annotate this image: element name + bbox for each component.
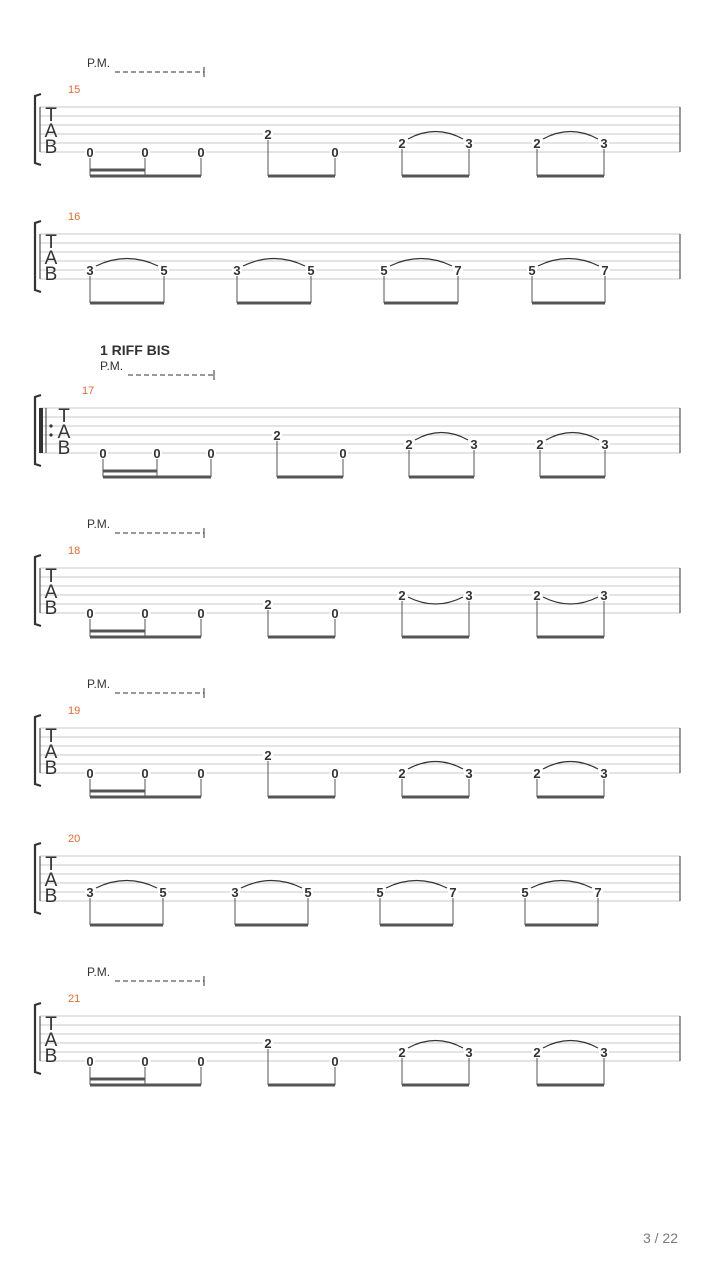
fret-number: 5 bbox=[304, 885, 312, 900]
measure-number: 15 bbox=[68, 84, 81, 96]
measure-number: 19 bbox=[68, 705, 81, 717]
measure-number: 16 bbox=[68, 211, 81, 223]
tab-clef-letter: A bbox=[44, 121, 58, 142]
measure-number: 21 bbox=[68, 993, 81, 1005]
slur bbox=[390, 259, 452, 267]
tab-clef-letter: T bbox=[45, 726, 57, 747]
fret-number: 3 bbox=[470, 437, 478, 452]
fret-number: 2 bbox=[533, 1045, 541, 1060]
fret-number: 2 bbox=[398, 766, 406, 781]
fret-number: 3 bbox=[465, 766, 473, 781]
fret-number: 0 bbox=[153, 446, 161, 461]
fret-number: 2 bbox=[264, 748, 272, 763]
palm-mute-label: P.M. bbox=[100, 359, 124, 373]
fret-number: 0 bbox=[197, 606, 205, 621]
fret-number: 2 bbox=[536, 437, 544, 452]
slur bbox=[531, 881, 592, 889]
tab-clef-letter: B bbox=[44, 1046, 58, 1067]
tab-clef-letter: B bbox=[44, 264, 58, 285]
measure-number: 18 bbox=[68, 545, 81, 557]
fret-number: 0 bbox=[141, 1054, 149, 1069]
slur bbox=[546, 433, 599, 441]
fret-number: 3 bbox=[465, 1045, 473, 1060]
fret-number: 0 bbox=[86, 606, 94, 621]
repeat-dot bbox=[49, 433, 52, 436]
fret-number: 0 bbox=[197, 145, 205, 160]
fret-number: 7 bbox=[594, 885, 602, 900]
fret-number: 0 bbox=[197, 766, 205, 781]
palm-mute-label: P.M. bbox=[87, 56, 111, 70]
slur bbox=[408, 1041, 463, 1049]
slur bbox=[243, 259, 305, 267]
tab-clef-letter: A bbox=[57, 422, 71, 443]
fret-number: 5 bbox=[380, 263, 388, 278]
fret-number: 7 bbox=[601, 263, 609, 278]
fret-number: 5 bbox=[307, 263, 315, 278]
tab-clef-letter: T bbox=[45, 105, 57, 126]
fret-number: 5 bbox=[159, 885, 167, 900]
fret-number: 2 bbox=[533, 766, 541, 781]
tab-clef-letter: B bbox=[44, 886, 58, 907]
slur bbox=[543, 1041, 598, 1049]
tab-clef-letter: B bbox=[57, 438, 71, 459]
section-marker: 1 RIFF BIS bbox=[100, 342, 171, 358]
fret-number: 0 bbox=[141, 606, 149, 621]
fret-number: 0 bbox=[331, 1054, 339, 1069]
fret-number: 0 bbox=[339, 446, 347, 461]
slur bbox=[543, 762, 598, 770]
fret-number: 2 bbox=[398, 588, 406, 603]
measure-number: 17 bbox=[82, 385, 95, 397]
fret-number: 3 bbox=[233, 263, 241, 278]
fret-number: 3 bbox=[600, 1045, 608, 1060]
slur bbox=[415, 433, 468, 441]
fret-number: 0 bbox=[331, 606, 339, 621]
fret-number: 2 bbox=[398, 136, 406, 151]
fret-number: 0 bbox=[99, 446, 107, 461]
fret-number: 0 bbox=[86, 145, 94, 160]
slur bbox=[543, 132, 598, 140]
tab-clef-letter: A bbox=[44, 248, 58, 269]
fret-number: 2 bbox=[264, 1036, 272, 1051]
slur bbox=[241, 881, 302, 889]
fret-number: 0 bbox=[207, 446, 215, 461]
tab-clef-letter: T bbox=[58, 406, 70, 427]
fret-number: 5 bbox=[376, 885, 384, 900]
slur bbox=[96, 259, 158, 267]
fret-number: 7 bbox=[454, 263, 462, 278]
fret-number: 3 bbox=[231, 885, 239, 900]
fret-number: 3 bbox=[600, 588, 608, 603]
fret-number: 3 bbox=[86, 885, 94, 900]
fret-number: 0 bbox=[331, 766, 339, 781]
tab-clef-letter: B bbox=[44, 758, 58, 779]
tab-clef-letter: A bbox=[44, 582, 58, 603]
fret-number: 2 bbox=[398, 1045, 406, 1060]
fret-number: 2 bbox=[264, 127, 272, 142]
fret-number: 0 bbox=[331, 145, 339, 160]
palm-mute-label: P.M. bbox=[87, 965, 111, 979]
slur bbox=[386, 881, 447, 889]
fret-number: 3 bbox=[600, 136, 608, 151]
fret-number: 3 bbox=[86, 263, 94, 278]
tab-clef-letter: B bbox=[44, 598, 58, 619]
fret-number: 7 bbox=[449, 885, 457, 900]
slur bbox=[538, 259, 599, 267]
slur bbox=[408, 132, 463, 140]
tab-clef-letter: T bbox=[45, 1014, 57, 1035]
palm-mute-label: P.M. bbox=[87, 677, 111, 691]
fret-number: 0 bbox=[141, 766, 149, 781]
fret-number: 2 bbox=[273, 428, 281, 443]
slur bbox=[408, 762, 463, 770]
slur bbox=[543, 597, 598, 604]
fret-number: 2 bbox=[405, 437, 413, 452]
slur bbox=[96, 881, 157, 889]
fret-number: 0 bbox=[86, 766, 94, 781]
fret-number: 3 bbox=[600, 766, 608, 781]
tab-clef-letter: B bbox=[44, 137, 58, 158]
fret-number: 5 bbox=[528, 263, 536, 278]
fret-number: 0 bbox=[86, 1054, 94, 1069]
slur bbox=[408, 597, 463, 604]
fret-number: 3 bbox=[601, 437, 609, 452]
fret-number: 2 bbox=[264, 597, 272, 612]
repeat-dot bbox=[49, 424, 52, 427]
palm-mute-label: P.M. bbox=[87, 517, 111, 531]
tab-clef-letter: A bbox=[44, 742, 58, 763]
tab-clef-letter: T bbox=[45, 854, 57, 875]
fret-number: 3 bbox=[465, 136, 473, 151]
tab-clef-letter: T bbox=[45, 232, 57, 253]
tab-clef-letter: A bbox=[44, 1030, 58, 1051]
page-number: 3 / 22 bbox=[642, 1230, 678, 1246]
fret-number: 2 bbox=[533, 588, 541, 603]
fret-number: 0 bbox=[197, 1054, 205, 1069]
fret-number: 5 bbox=[521, 885, 529, 900]
fret-number: 5 bbox=[160, 263, 168, 278]
measure-number: 20 bbox=[68, 833, 81, 845]
fret-number: 2 bbox=[533, 136, 541, 151]
tab-clef-letter: T bbox=[45, 566, 57, 587]
tab-clef-letter: A bbox=[44, 870, 58, 891]
fret-number: 3 bbox=[465, 588, 473, 603]
fret-number: 0 bbox=[141, 145, 149, 160]
